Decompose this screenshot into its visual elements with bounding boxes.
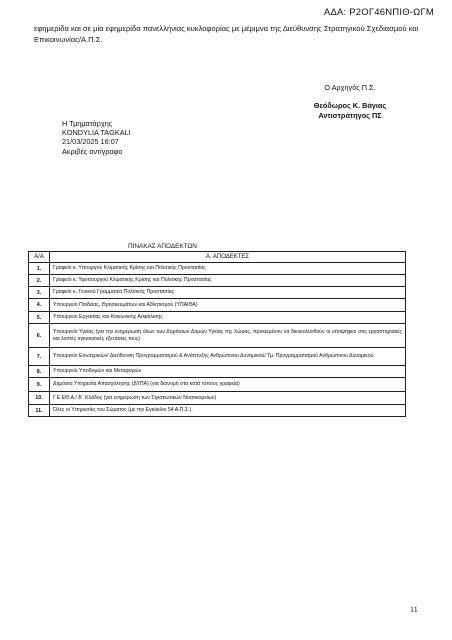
recipient-name: Γραφείο κ. Γενικού Γραμματέα Πολιτικής Προστασίας	[50, 287, 406, 299]
signatory-role: Ο Αρχηγός Π.Σ.	[324, 83, 376, 92]
row-number: 5.	[29, 312, 50, 324]
recipients-table	[28, 251, 406, 417]
recipient-name: Υπουργείο Εσωτερικών/ Διεύθυνση Προγραμματισμού & Ανάπτυξης Ανθρώπινου Δυναμικού/ Τμ. Προγραμματισμού Ανθρώπινου Δυναμικού	[50, 348, 406, 366]
ada-code: ΑΔΑ: Ρ2ΟΓ46ΝΠΙΘ-ΩΓΜ	[323, 7, 434, 18]
table-header-row	[29, 252, 406, 263]
page-number: 11	[410, 605, 418, 614]
intro-paragraph: εφημερίδα και σε μία εφημερίδα πανελλήνιας κυκλοφορίας με μέριμνα της Διεύθυνσης Στρατηγικού Σχεδιασμού και Επικοινωνίας/Α.Π.Σ.	[34, 24, 419, 44]
recipient-name: Υπουργείο Εργασίας και Κοινωνικής Ασφάλισης	[50, 312, 406, 324]
table-row	[29, 366, 406, 378]
row-number: 2.	[29, 275, 50, 287]
column-header-number: Α/Α	[29, 252, 50, 263]
table-row	[29, 378, 406, 392]
recipient-name: Υπουργείο Υγείας (για την ενημέρωση όλων των Δημόσιων Δομών Υγείας της Χώρας, προκειμένου να διευκολυνθούν οι υποψήφιοι στις εργαστηριακές και λοιπές αγκαιοανιές εξετάσεις τους)	[50, 324, 406, 348]
row-number: 7.	[29, 348, 50, 366]
row-number: 4.	[29, 299, 50, 312]
table-row	[29, 324, 406, 348]
table-row	[29, 275, 406, 287]
table-row	[29, 348, 406, 366]
row-number: 9.	[29, 378, 50, 392]
signatory-rank: Αντιστράτηγος ΠΣ	[318, 111, 382, 120]
row-number: 11.	[29, 405, 50, 417]
table-row	[29, 312, 406, 324]
recipient-name: Υπουργείο Υποδομών και Μεταφορών	[50, 366, 406, 378]
recipient-name: Δημόσια Υπηρεσία Απασχόλησης (ΔΥΠΑ) (για διανομή στα κατά τόπους γραφεία)	[50, 378, 406, 392]
table-row	[29, 287, 406, 299]
recipient-name: Υπουργείο Παιδείας, Θρησκευμάτων και Αθλητισμού (ΥΠΑΙΘΑ)	[50, 299, 406, 312]
table-row	[29, 392, 406, 405]
table-row	[29, 405, 406, 417]
department-head-datetime: 21/03/2025 16:07	[62, 137, 119, 147]
table-title: ΠΙΝΑΚΑΣ ΑΠΟΔΕΚΤΩΝ	[128, 243, 197, 250]
recipient-name: Γραφείο κ. Υπουργού Κλιματικής Κρίσης και Πολιτικής Προστασίας	[50, 263, 406, 275]
row-number: 1.	[29, 263, 50, 275]
row-number: 10.	[29, 392, 50, 405]
row-number: 3.	[29, 287, 50, 299]
recipient-name: Γ.Ε.ΕΘ.Α./ Β΄ Κλάδος (για ενημέρωση των Στρατιωτικών Νοσοκομείων)	[50, 392, 406, 405]
signatory-name: Θεόδωρος Κ. Βάγιας	[313, 101, 387, 110]
recipient-name: Γραφείο κ. Υφυπουργού Κλιματικής Κρίσης και Πολιτικής Προστασίας	[50, 275, 406, 287]
column-header-recipients: Α. ΑΠΟΔΕΚΤΕΣ	[50, 252, 406, 263]
row-number: 8.	[29, 366, 50, 378]
table-row	[29, 299, 406, 312]
certified-copy-note: Ακριβές αντίγραφο	[62, 146, 123, 156]
department-head-name: KONDYLIA TAGKALI	[62, 128, 131, 138]
row-number: 6.	[29, 324, 50, 348]
department-head-block	[62, 119, 131, 156]
signatory-block	[290, 101, 410, 121]
table-row	[29, 263, 406, 275]
department-head-title: Η Τμηματάρχης	[62, 119, 113, 128]
recipient-name: Όλες οι Υπηρεσίες του Σώματος (με την Εγκύκλιο 54 Α.Π.Σ.).	[50, 405, 406, 417]
